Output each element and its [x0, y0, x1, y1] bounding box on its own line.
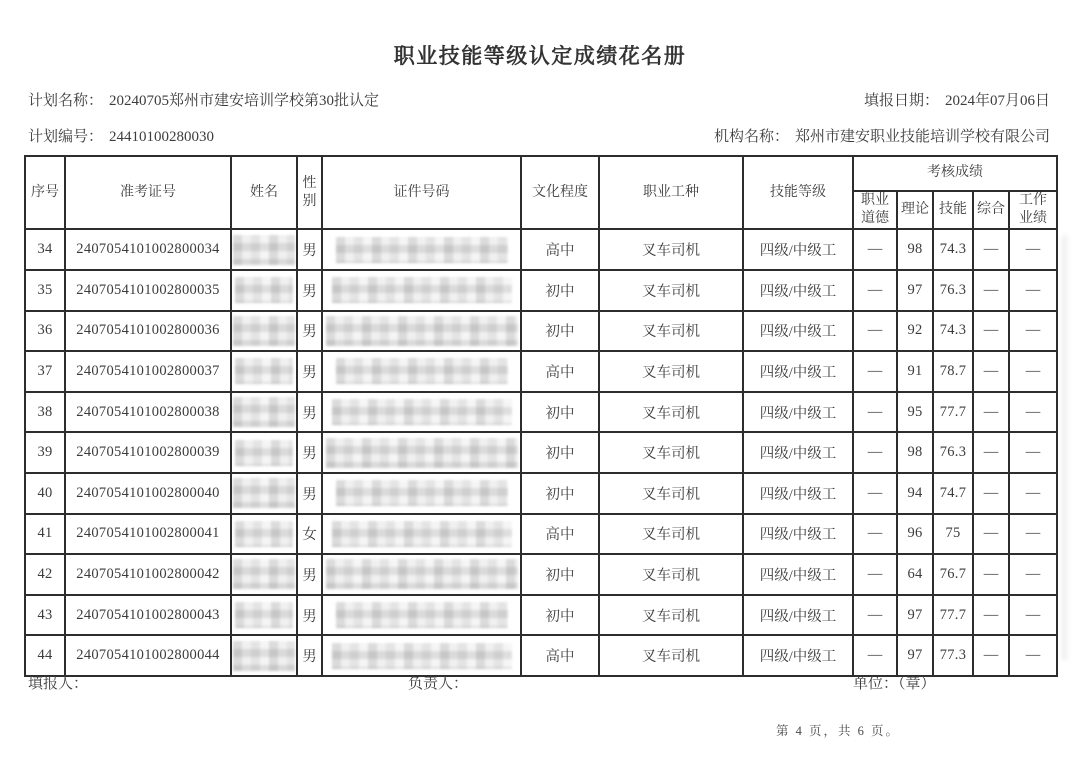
cell-occupation: 叉车司机 [599, 554, 743, 595]
header-name: 姓名 [231, 156, 297, 229]
cell-level: 四级/中级工 [743, 392, 853, 433]
cell-occupation: 叉车司机 [599, 392, 743, 433]
table-row [25, 473, 1057, 514]
cell-gender: 男 [297, 473, 322, 514]
cell-name [231, 554, 297, 595]
footer-responsible-label: 负责人： [408, 676, 469, 692]
cell-id-no [322, 473, 521, 514]
cell-occupation: 叉车司机 [599, 595, 743, 636]
footer-unit-label: 单位：（章） [853, 676, 936, 692]
cell-exam-no: 2407054101002800044 [65, 635, 231, 676]
cell-id-no [322, 270, 521, 311]
cell-name [231, 229, 297, 270]
cell-skill: 77.3 [933, 635, 973, 676]
cell-work-perf: — [1009, 229, 1057, 270]
cell-comprehensive: — [973, 229, 1009, 270]
redacted-id-number [326, 559, 518, 589]
cell-education: 高中 [521, 635, 599, 676]
redacted-name [233, 641, 295, 671]
plan-number-label: 计划编号： [28, 129, 104, 145]
cell-seq: 37 [25, 351, 65, 392]
cell-comprehensive: — [973, 635, 1009, 676]
cell-level: 四级/中级工 [743, 473, 853, 514]
cell-theory: 64 [897, 554, 933, 595]
cell-skill: 77.7 [933, 595, 973, 636]
cell-level: 四级/中级工 [743, 554, 853, 595]
cell-work-perf: — [1009, 595, 1057, 636]
cell-skill: 77.7 [933, 392, 973, 433]
redacted-id-number [336, 358, 508, 384]
cell-theory: 92 [897, 311, 933, 352]
cell-id-no [322, 635, 521, 676]
redacted-id-number [332, 277, 512, 303]
table-row [25, 432, 1057, 473]
cell-occupation: 叉车司机 [599, 432, 743, 473]
header-id-no: 证件号码 [322, 156, 521, 229]
cell-level: 四级/中级工 [743, 311, 853, 352]
header-exam-no: 准考证号 [65, 156, 231, 229]
cell-seq: 36 [25, 311, 65, 352]
cell-id-no [322, 392, 521, 433]
cell-exam-no: 2407054101002800041 [65, 514, 231, 555]
cell-gender: 男 [297, 635, 322, 676]
cell-education: 高中 [521, 351, 599, 392]
cell-seq: 44 [25, 635, 65, 676]
cell-level: 四级/中级工 [743, 595, 853, 636]
cell-gender: 男 [297, 432, 322, 473]
header-scores-group: 考核成绩 [853, 156, 1057, 191]
cell-name [231, 635, 297, 676]
cell-comprehensive: — [973, 595, 1009, 636]
cell-occupation: 叉车司机 [599, 351, 743, 392]
header-ethics: 职业道德 [853, 191, 897, 229]
redacted-name [235, 277, 293, 303]
org-name-label: 机构名称： [713, 129, 789, 145]
plan-name-value: 20240705郑州市建安培训学校第30批认定 [109, 93, 380, 109]
cell-exam-no: 2407054101002800042 [65, 554, 231, 595]
scan-artifact [1062, 235, 1067, 660]
cell-skill: 76.7 [933, 554, 973, 595]
header-level: 技能等级 [743, 156, 853, 229]
cell-level: 四级/中级工 [743, 229, 853, 270]
cell-work-perf: — [1009, 432, 1057, 473]
report-date-value: 2024年07月06日 [944, 93, 1050, 109]
cell-exam-no: 2407054101002800037 [65, 351, 231, 392]
cell-theory: 94 [897, 473, 933, 514]
redacted-name [235, 358, 293, 384]
cell-name [231, 311, 297, 352]
cell-comprehensive: — [973, 311, 1009, 352]
cell-ethics: — [853, 351, 897, 392]
cell-occupation: 叉车司机 [599, 229, 743, 270]
footer-preparer-label: 填报人： [28, 676, 89, 692]
cell-id-no [322, 311, 521, 352]
cell-skill: 74.7 [933, 473, 973, 514]
cell-work-perf: — [1009, 473, 1057, 514]
cell-ethics: — [853, 473, 897, 514]
cell-occupation: 叉车司机 [599, 514, 743, 555]
cell-theory: 98 [897, 229, 933, 270]
header-skill: 技能 [933, 191, 973, 229]
table-row [25, 270, 1057, 311]
cell-name [231, 595, 297, 636]
cell-seq: 38 [25, 392, 65, 433]
cell-skill: 74.3 [933, 311, 973, 352]
cell-comprehensive: — [973, 351, 1009, 392]
cell-theory: 97 [897, 635, 933, 676]
cell-level: 四级/中级工 [743, 432, 853, 473]
cell-work-perf: — [1009, 554, 1057, 595]
cell-gender: 男 [297, 554, 322, 595]
cell-gender: 男 [297, 392, 322, 433]
cell-skill: 76.3 [933, 270, 973, 311]
header-seq: 序号 [25, 156, 65, 229]
cell-education: 初中 [521, 473, 599, 514]
table-row [25, 595, 1057, 636]
redacted-name [233, 316, 295, 346]
cell-ethics: — [853, 270, 897, 311]
cell-seq: 35 [25, 270, 65, 311]
redacted-name [233, 235, 295, 265]
cell-exam-no: 2407054101002800043 [65, 595, 231, 636]
cell-id-no [322, 432, 521, 473]
cell-level: 四级/中级工 [743, 351, 853, 392]
cell-theory: 95 [897, 392, 933, 433]
cell-ethics: — [853, 635, 897, 676]
cell-work-perf: — [1009, 635, 1057, 676]
cell-name [231, 392, 297, 433]
cell-exam-no: 2407054101002800039 [65, 432, 231, 473]
cell-work-perf: — [1009, 514, 1057, 555]
plan-name-label: 计划名称： [28, 93, 104, 109]
cell-seq: 39 [25, 432, 65, 473]
table-row [25, 311, 1057, 352]
header-work-perf: 工作业绩 [1009, 191, 1057, 229]
redacted-id-number [336, 237, 508, 263]
cell-seq: 43 [25, 595, 65, 636]
cell-id-no [322, 595, 521, 636]
meta-plan-number [28, 125, 214, 146]
table-row [25, 514, 1057, 555]
cell-seq: 34 [25, 229, 65, 270]
cell-name [231, 351, 297, 392]
cell-education: 初中 [521, 270, 599, 311]
cell-skill: 74.3 [933, 229, 973, 270]
cell-occupation: 叉车司机 [599, 473, 743, 514]
cell-occupation: 叉车司机 [599, 311, 743, 352]
cell-seq: 41 [25, 514, 65, 555]
redacted-name [233, 559, 295, 589]
cell-gender: 男 [297, 229, 322, 270]
cell-exam-no: 2407054101002800036 [65, 311, 231, 352]
cell-work-perf: — [1009, 351, 1057, 392]
redacted-name [235, 440, 293, 466]
cell-comprehensive: — [973, 514, 1009, 555]
cell-id-no [322, 351, 521, 392]
cell-work-perf: — [1009, 311, 1057, 352]
org-name-value: 郑州市建安职业技能培训学校有限公司 [794, 129, 1050, 145]
table-row [25, 392, 1057, 433]
cell-ethics: — [853, 595, 897, 636]
header-gender: 性别 [297, 156, 322, 229]
cell-comprehensive: — [973, 473, 1009, 514]
meta-report-date [864, 89, 1050, 110]
cell-level: 四级/中级工 [743, 635, 853, 676]
cell-education: 初中 [521, 554, 599, 595]
cell-id-no [322, 514, 521, 555]
cell-work-perf: — [1009, 270, 1057, 311]
cell-name [231, 270, 297, 311]
cell-id-no [322, 229, 521, 270]
report-date-label: 填报日期： [863, 93, 939, 109]
cell-exam-no: 2407054101002800038 [65, 392, 231, 433]
cell-name [231, 514, 297, 555]
cell-skill: 76.3 [933, 432, 973, 473]
redacted-id-number [336, 602, 508, 628]
cell-seq: 40 [25, 473, 65, 514]
redacted-name [233, 478, 295, 508]
cell-ethics: — [853, 432, 897, 473]
redacted-id-number [332, 399, 512, 425]
table-row [25, 229, 1057, 270]
table-row [25, 351, 1057, 392]
redacted-id-number [332, 643, 512, 669]
cell-id-no [322, 554, 521, 595]
meta-plan-name [28, 89, 379, 110]
cell-ethics: — [853, 311, 897, 352]
redacted-id-number [332, 521, 512, 547]
cell-theory: 97 [897, 270, 933, 311]
cell-comprehensive: — [973, 270, 1009, 311]
cell-theory: 91 [897, 351, 933, 392]
cell-theory: 96 [897, 514, 933, 555]
redacted-id-number [326, 438, 518, 468]
cell-theory: 97 [897, 595, 933, 636]
cell-education: 高中 [521, 229, 599, 270]
cell-level: 四级/中级工 [743, 270, 853, 311]
cell-comprehensive: — [973, 392, 1009, 433]
redacted-name [233, 397, 295, 427]
page-title: 职业技能等级认定成绩花名册 [393, 44, 687, 68]
cell-education: 初中 [521, 432, 599, 473]
cell-seq: 42 [25, 554, 65, 595]
redacted-name [235, 521, 293, 547]
roster-body [25, 229, 1057, 676]
cell-education: 初中 [521, 392, 599, 433]
cell-level: 四级/中级工 [743, 514, 853, 555]
redacted-name [235, 602, 293, 628]
table-row [25, 635, 1057, 676]
cell-exam-no: 2407054101002800034 [65, 229, 231, 270]
cell-education: 初中 [521, 595, 599, 636]
cell-education: 高中 [521, 514, 599, 555]
cell-ethics: — [853, 514, 897, 555]
cell-gender: 男 [297, 270, 322, 311]
cell-comprehensive: — [973, 432, 1009, 473]
cell-gender: 男 [297, 595, 322, 636]
redacted-id-number [336, 480, 508, 506]
cell-ethics: — [853, 229, 897, 270]
cell-work-perf: — [1009, 392, 1057, 433]
cell-occupation: 叉车司机 [599, 270, 743, 311]
meta-org-name [714, 125, 1050, 146]
cell-name [231, 432, 297, 473]
cell-exam-no: 2407054101002800035 [65, 270, 231, 311]
header-comprehensive: 综合 [973, 191, 1009, 229]
cell-skill: 75 [933, 514, 973, 555]
page-number-info: 第 4 页，共 6 页。 [776, 724, 901, 738]
table-row [25, 554, 1057, 595]
cell-comprehensive: — [973, 554, 1009, 595]
cell-gender: 男 [297, 311, 322, 352]
cell-education: 初中 [521, 311, 599, 352]
cell-gender: 男 [297, 351, 322, 392]
header-occupation: 职业工种 [599, 156, 743, 229]
plan-number-value: 24410100280030 [109, 129, 215, 145]
cell-gender: 女 [297, 514, 322, 555]
cell-skill: 78.7 [933, 351, 973, 392]
cell-exam-no: 2407054101002800040 [65, 473, 231, 514]
header-theory: 理论 [897, 191, 933, 229]
cell-name [231, 473, 297, 514]
header-education: 文化程度 [521, 156, 599, 229]
cell-occupation: 叉车司机 [599, 635, 743, 676]
cell-ethics: — [853, 392, 897, 433]
redacted-id-number [326, 316, 518, 346]
cell-theory: 98 [897, 432, 933, 473]
roster-table [24, 155, 1058, 677]
cell-ethics: — [853, 554, 897, 595]
